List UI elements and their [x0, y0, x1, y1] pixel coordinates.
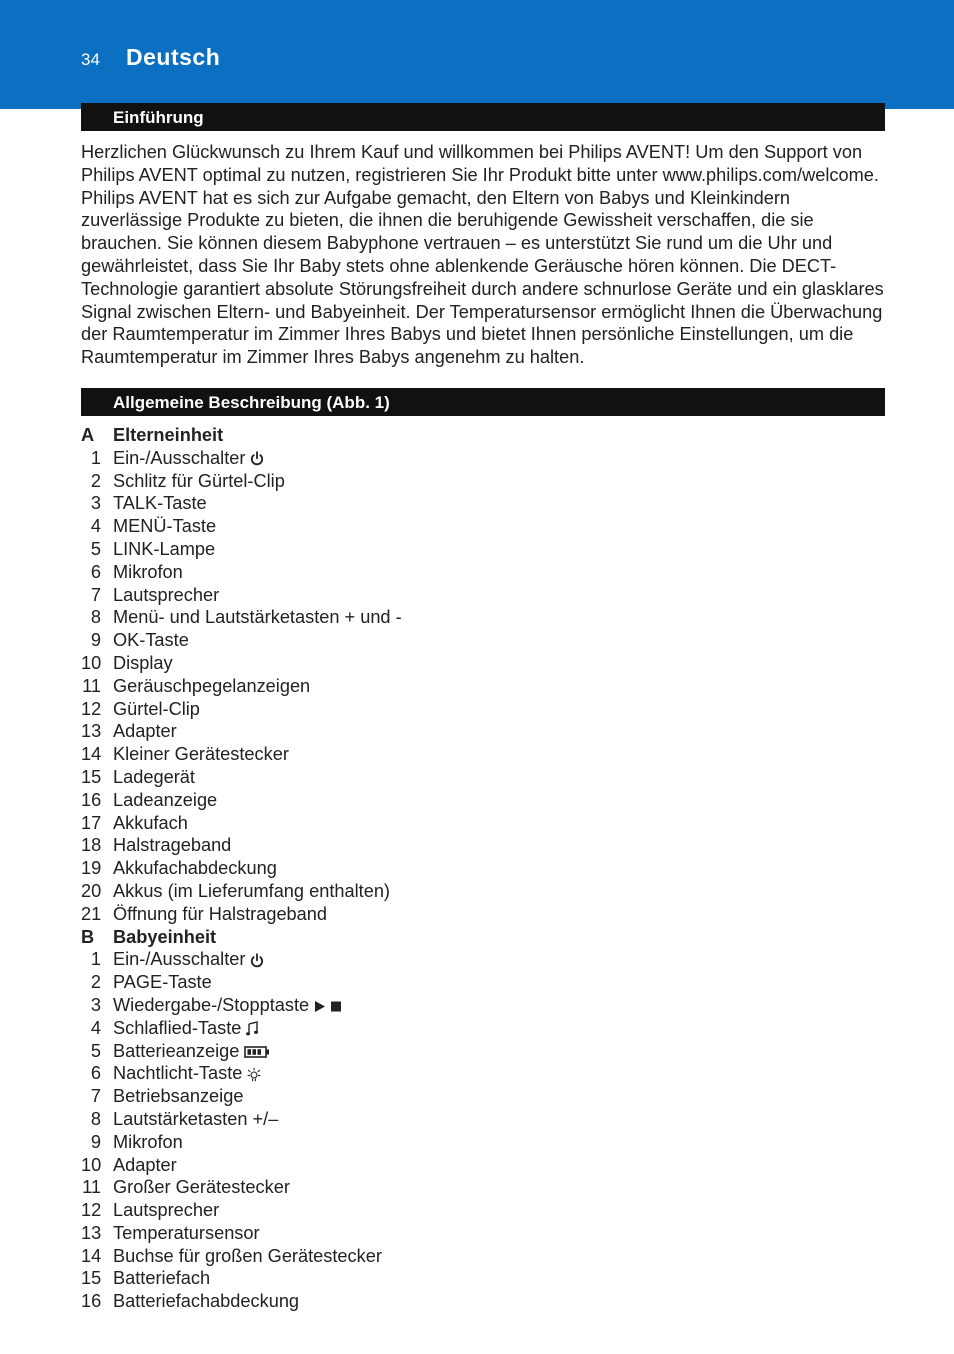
item-label: Nachtlicht-Taste [113, 1063, 243, 1084]
list-item [81, 789, 881, 812]
item-number: 19 [81, 858, 102, 879]
list-item [81, 1267, 881, 1290]
item-label: Lautsprecher [113, 584, 220, 605]
item-label: Mikrofon [113, 561, 183, 582]
item-label: Temperatursensor [113, 1222, 260, 1243]
item-number: 11 [82, 1177, 101, 1198]
list-item [81, 698, 881, 721]
list-item [81, 652, 881, 675]
list-item [81, 538, 881, 561]
item-number: 7 [90, 584, 101, 605]
nightlight-icon [247, 1067, 261, 1082]
group-title: Elterneinheit [113, 425, 224, 445]
list-item [81, 1245, 881, 1268]
music-note-icon [246, 1021, 258, 1036]
item-label: Akkufach [113, 812, 188, 833]
list-item [81, 812, 881, 835]
item-label: Betriebsanzeige [113, 1086, 244, 1107]
item-number: 3 [90, 994, 101, 1015]
list-item [81, 675, 881, 698]
item-label: Schlaflied-Taste [113, 1017, 242, 1038]
list-item [81, 720, 881, 743]
list-item [81, 766, 881, 789]
section-title-general-description: Allgemeine Beschreibung (Abb. 1) [113, 393, 390, 412]
group-letter: A [81, 425, 95, 445]
list-item [81, 606, 881, 629]
item-label: Lautstärketasten +/– [113, 1108, 279, 1129]
list-item [81, 1085, 881, 1108]
item-number: 13 [81, 721, 102, 742]
list-item [81, 561, 881, 584]
play-stop-icon [314, 1000, 344, 1013]
group-heading-baby-unit [81, 926, 881, 949]
intro-paragraph: Herzlichen Glückwunsch zu Ihrem Kauf und willkommen bei Philips AVENT! Um den Support von Philips AVENT optimal zu nutzen, registrieren Sie Ihr Produkt bitte unter www.philips.com/welcome. Philips AVENT hat es sich zur Aufgabe gemacht, den Eltern von Babys und Kleinkindern zuverlässige Produkte zu bieten, die ihnen die beruhigende Gewissheit verschaffen, die sie brauchen. Sie können diesem Babyphone vertrauen – es unterstützt Sie rund um die Uhr und gewährleistet, dass Sie Ihr Baby stets ohne ablenkende Geräusche hören können. Die DECT-Technologie garantiert absolute Störungsfreiheit durch andere schnurlose Geräte und ein glasklares Signal zwischen Eltern- und Babyeinheit. Der Temperatursensor ermöglicht Ihnen die Überwachung der Raumtemperatur im Zimmer Ihres Babys und bietet Ihnen persönliche Einstellungen, um die Raumtemperatur im Zimmer Ihres Babys angenehm zu halten. [81, 142, 884, 368]
item-number: 11 [82, 675, 101, 696]
section-title-introduction: Einführung [113, 108, 204, 127]
list-item [81, 1062, 881, 1085]
item-label: Adapter [113, 721, 177, 742]
group-title: Babyeinheit [113, 926, 217, 947]
item-label: Adapter [113, 1154, 177, 1175]
list-item [81, 447, 881, 470]
list-item [81, 743, 881, 766]
item-label: Kleiner Gerätestecker [113, 744, 289, 765]
list-item [81, 880, 881, 903]
list-item [81, 584, 881, 607]
item-number: 15 [81, 766, 102, 787]
item-number: 2 [90, 972, 101, 993]
item-label: Geräuschpegelanzeigen [113, 675, 311, 696]
item-label: PAGE-Taste [113, 972, 212, 993]
item-number: 1 [90, 949, 101, 970]
item-number: 16 [81, 1291, 102, 1312]
list-item [81, 629, 881, 652]
list-item [81, 470, 881, 493]
item-label: Öffnung für Halstrageband [113, 903, 328, 924]
item-label: Batteriefach [113, 1268, 211, 1289]
item-label: TALK-Taste [113, 493, 207, 514]
list-item [81, 1108, 881, 1131]
list-item [81, 1131, 881, 1154]
item-label: Ein-/Ausschalter [113, 949, 246, 970]
item-number: 3 [90, 493, 101, 514]
list-item [81, 1290, 881, 1313]
item-number: 10 [81, 1154, 102, 1175]
battery-icon [244, 1046, 270, 1058]
item-number: 6 [90, 1063, 101, 1084]
power-icon [250, 953, 264, 968]
item-label: Batteriefachabdeckung [113, 1291, 300, 1312]
item-number: 5 [90, 538, 101, 559]
parts-list [81, 424, 881, 1313]
item-number: 5 [90, 1040, 101, 1061]
item-label: Menü- und Lautstärketasten + und - [113, 607, 402, 628]
item-label: Display [113, 652, 173, 673]
item-number: 7 [90, 1086, 101, 1107]
item-number: 12 [81, 1200, 102, 1221]
item-number: 2 [90, 470, 101, 491]
list-item [81, 492, 881, 515]
list-item [81, 994, 881, 1017]
item-label: Großer Gerätestecker [113, 1177, 290, 1198]
list-item [81, 1199, 881, 1222]
item-label: Batterieanzeige [113, 1040, 240, 1061]
item-number: 4 [90, 516, 101, 537]
item-number: 12 [81, 698, 102, 719]
item-label: Mikrofon [113, 1131, 183, 1152]
list-item [81, 1154, 881, 1177]
item-number: 15 [81, 1268, 102, 1289]
item-label: Ladegerät [113, 766, 195, 787]
item-number: 4 [90, 1017, 101, 1038]
item-label: Schlitz für Gürtel-Clip [113, 470, 285, 491]
item-number: 1 [90, 447, 101, 468]
item-label: Ein-/Ausschalter [113, 447, 246, 468]
list-item [81, 834, 881, 857]
item-number: 6 [90, 561, 101, 582]
section-bar-general-description [81, 388, 885, 416]
item-number: 18 [81, 835, 102, 856]
item-number: 8 [90, 1108, 101, 1129]
item-number: 21 [81, 903, 102, 924]
item-label: LINK-Lampe [113, 538, 216, 559]
item-label: Wiedergabe-/Stopptaste [113, 994, 310, 1015]
page-number: 34 [81, 50, 100, 69]
list-item [81, 903, 881, 926]
list-item [81, 1176, 881, 1199]
item-number: 17 [81, 812, 102, 833]
group-letter: B [81, 926, 95, 947]
section-bar-introduction [81, 103, 885, 131]
item-label: MENÜ-Taste [113, 516, 217, 537]
header-band [0, 0, 954, 109]
item-label: Halstrageband [113, 835, 232, 856]
list-item [81, 857, 881, 880]
list-item [81, 1040, 881, 1063]
item-number: 10 [81, 652, 102, 673]
item-label: Lautsprecher [113, 1200, 220, 1221]
list-item [81, 971, 881, 994]
list-item [81, 1017, 881, 1040]
item-number: 16 [81, 789, 102, 810]
list-item [81, 948, 881, 971]
item-label: OK-Taste [113, 630, 189, 651]
item-number: 14 [81, 1245, 102, 1266]
item-label: Buchse für großen Gerätestecker [113, 1245, 382, 1266]
list-item [81, 515, 881, 538]
item-number: 8 [90, 607, 101, 628]
item-number: 13 [81, 1222, 102, 1243]
list-item [81, 1222, 881, 1245]
item-label: Akkus (im Lieferumfang enthalten) [113, 880, 390, 901]
item-number: 9 [90, 1131, 101, 1152]
power-icon [250, 451, 264, 466]
item-label: Akkufachabdeckung [113, 858, 277, 879]
item-label: Gürtel-Clip [113, 698, 200, 719]
item-number: 9 [90, 630, 101, 651]
item-number: 14 [81, 744, 102, 765]
group-heading-parent-unit [81, 424, 881, 447]
language-title: Deutsch [126, 44, 221, 70]
item-number: 20 [81, 880, 102, 901]
item-label: Ladeanzeige [113, 789, 218, 810]
